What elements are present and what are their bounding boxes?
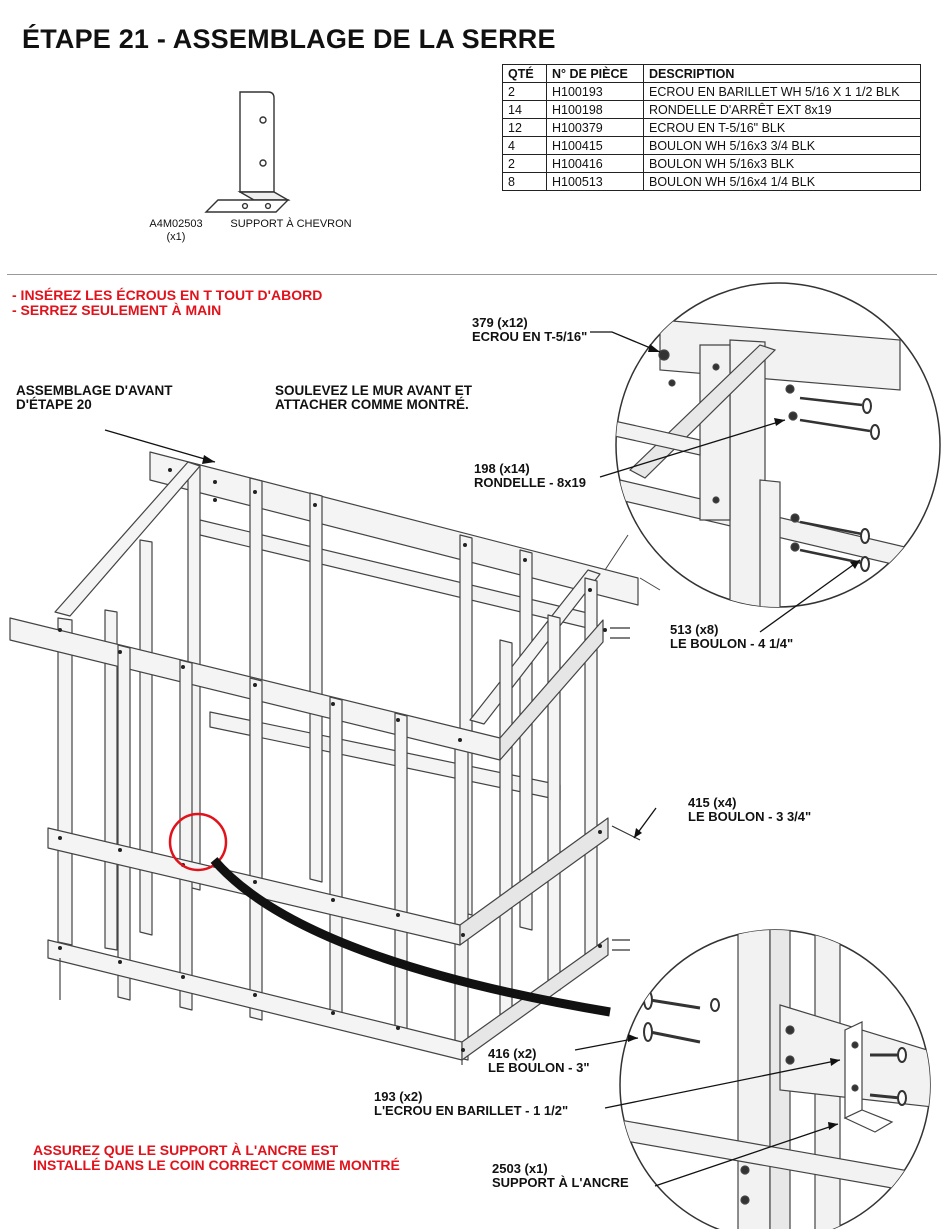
front-assembly-line-2: D'ÉTAPE 20 [16,397,92,412]
component-code: A4M02503 [149,218,203,230]
component-name: SUPPORT À CHEVRON [230,218,352,230]
callout-513-qty: 513 (x8) [670,622,719,637]
cell-part: H100513 [547,173,644,191]
greenhouse-frame [10,452,638,1065]
callout-415-desc: LE BOULON - 3 3/4" [688,809,812,824]
cell-desc: BOULON WH 5/16x4 1/4 BLK [644,173,921,191]
callout-193 [374,1090,568,1118]
callout-198 [474,462,586,490]
cell-qty: 14 [503,101,547,119]
callout-379-qty: 379 (x12) [472,315,528,330]
note-line-1: - INSÉREZ LES ÉCROUS EN T TOUT D'ABORD [12,287,323,303]
callout-193-desc: L'ECROU EN BARILLET - 1 1/2" [374,1103,569,1118]
cell-part: H100379 [547,119,644,137]
front-assembly-label [16,384,172,412]
cell-qty: 4 [503,137,547,155]
cell-qty: 2 [503,83,547,101]
lift-wall-line-1: SOULEVEZ LE MUR AVANT ET [275,383,473,398]
page-title: ÉTAPE 21 - ASSEMBLAGE DE LA SERRE [22,24,556,54]
header-part-number: N° DE PIÈCE [547,65,644,83]
cell-part: H100415 [547,137,644,155]
callout-2503-desc: SUPPORT À L'ANCRE [492,1175,629,1190]
cell-qty: 8 [503,173,547,191]
callout-513 [670,623,793,651]
rafter-bracket-illustration [206,92,288,212]
callout-415-qty: 415 (x4) [688,795,737,810]
header-description: DESCRIPTION [644,65,921,83]
callout-416-desc: LE BOULON - 3" [488,1060,590,1075]
callout-379-desc: ECROU EN T-5/16" [472,329,588,344]
callout-415 [688,796,811,824]
callout-2503 [492,1162,629,1190]
cell-qty: 12 [503,119,547,137]
anchor-warning [33,1143,400,1173]
warning-line-2: INSTALLÉ DANS LE COIN CORRECT COMME MONTRÉ [33,1157,400,1173]
warning-line-1: ASSUREZ QUE LE SUPPORT À L'ANCRE EST [33,1142,339,1158]
lift-wall-label [275,384,472,412]
bottom-zoom-detail [620,880,950,1229]
callout-198-desc: RONDELLE - 8x19 [474,475,586,490]
cell-part: H100198 [547,101,644,119]
cell-desc: ECROU EN BARILLET WH 5/16 X 1 1/2 BLK [644,83,921,101]
loose-bolts [610,628,640,950]
cell-desc: BOULON WH 5/16x3 3/4 BLK [644,137,921,155]
callout-513-desc: LE BOULON - 4 1/4" [670,636,794,651]
callout-416-qty: 416 (x2) [488,1046,537,1061]
component-qty: (x1) [166,231,186,243]
callout-193-qty: 193 (x2) [374,1089,423,1104]
cell-part: H100193 [547,83,644,101]
cell-desc: ECROU EN T-5/16" BLK [644,119,921,137]
callout-379 [472,316,587,344]
cell-desc: BOULON WH 5/16x3 BLK [644,155,921,173]
cell-part: H100416 [547,155,644,173]
instruction-notes [12,288,322,318]
callout-198-qty: 198 (x14) [474,461,530,476]
lift-wall-line-2: ATTACHER COMME MONTRÉ. [275,397,469,412]
note-line-2: - SERREZ SEULEMENT À MAIN [12,302,222,318]
callout-416 [488,1047,590,1075]
leader-arrowhead [202,455,215,464]
cell-desc: RONDELLE D'ARRÊT EXT 8x19 [644,101,921,119]
header-qty: QTÉ [503,65,547,83]
cell-qty: 2 [503,155,547,173]
callout-2503-qty: 2503 (x1) [492,1161,548,1176]
front-assembly-line-1: ASSEMBLAGE D'AVANT [16,383,173,398]
